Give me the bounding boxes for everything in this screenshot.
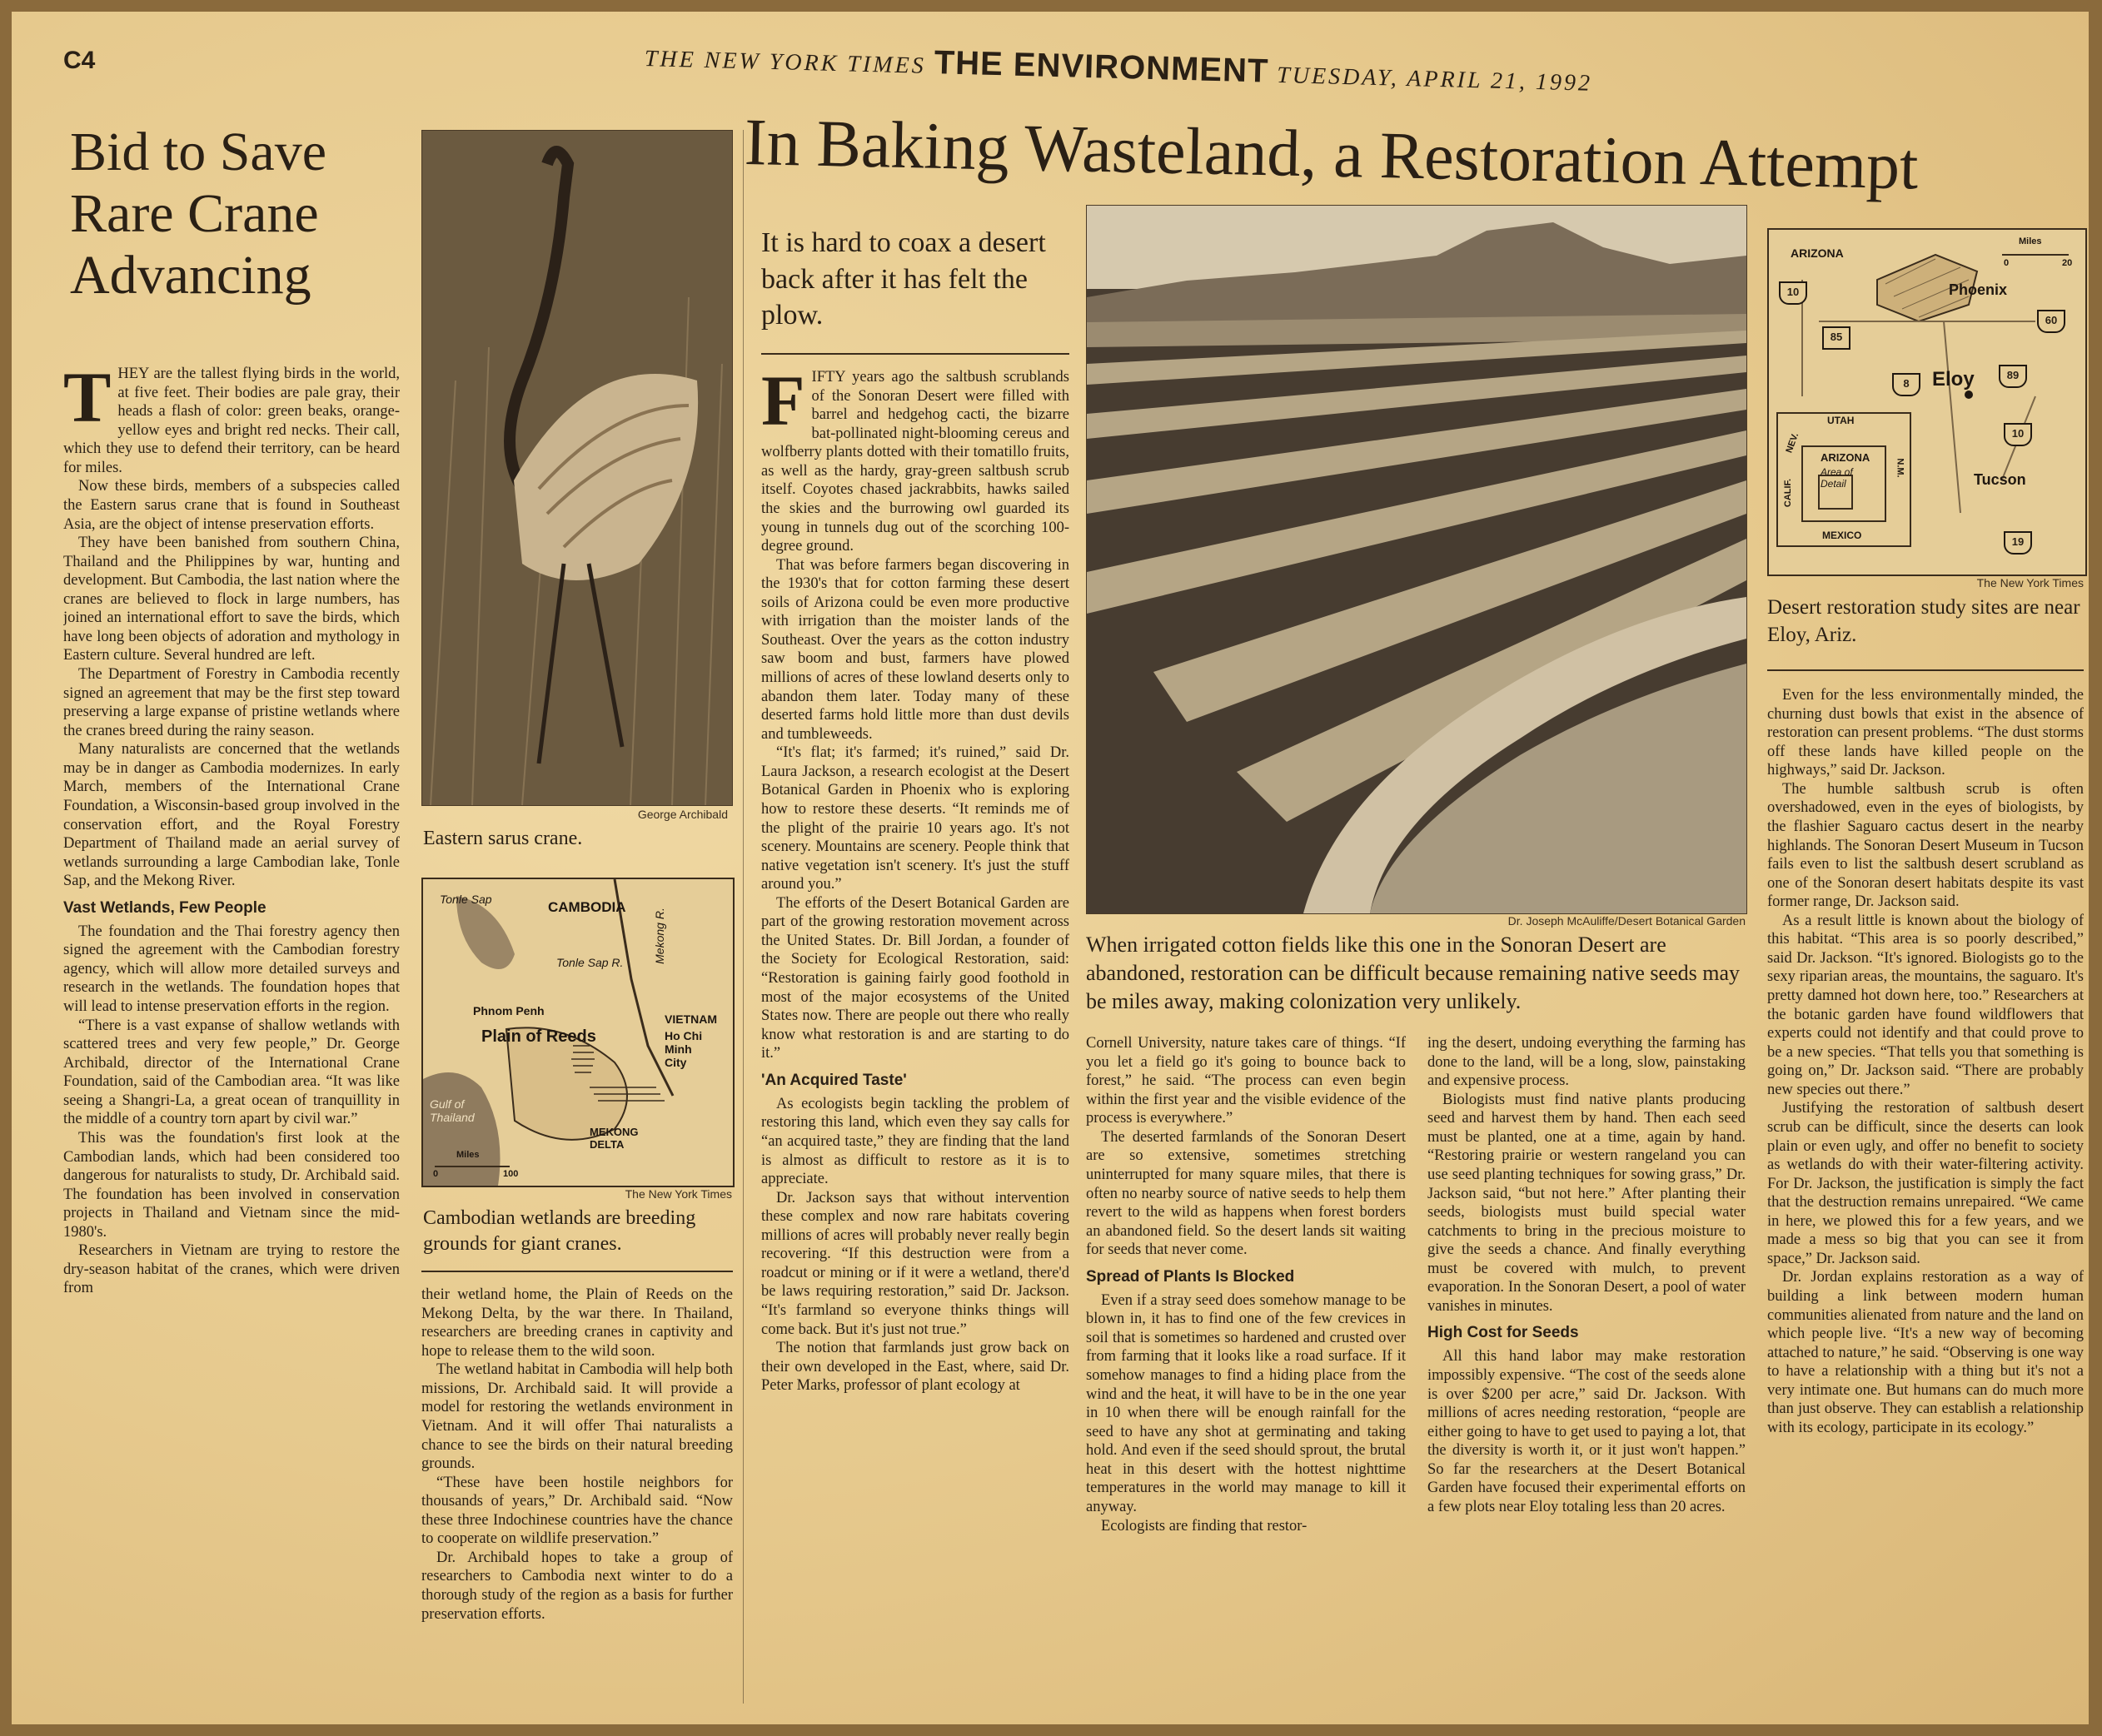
map-label: Tonle Sap [440,893,492,906]
crane-paragraph: The wetland habitat in Cambodia will help both missions, Dr. Archibald said. It will provide a model for restoring the wetlands environment in Vietnam. And it will offer Thai naturalists a chance to see the birds on their natural breeding grounds. [421,1361,733,1473]
field-illustration [1087,206,1746,913]
section-name: THE ENVIRONMENT [934,44,1269,90]
highway-shield: 89 [1999,365,2027,388]
arizona-map [1767,228,2087,576]
map-label: ARIZONA [1821,451,1870,464]
map-label: VIETNAM [665,1012,717,1026]
desert-column-4 [1767,686,2084,1706]
cambodia-map-credit: The New York Times [625,1187,732,1201]
crane-photo-caption: Eastern sarus crane. [423,828,583,849]
crane-subhead: Vast Wetlands, Few People [63,898,266,917]
column-divider [743,130,744,1704]
map-label: MEXICO [1822,530,1862,541]
desert-subhead: 'An Acquired Taste' [761,1071,907,1089]
arizona-map-shapes [1769,230,2085,575]
desert-paragraph: IFTY years ago the saltbush scrublands of the Sonoran Desert were filled with barrel and hedgehog cacti, the bizarre bat-pollinated night-blooming cereus and wolfberry plants dotted with their tomatillo fruits, as well as the hardy, gray-green saltbush scrub itself. Coyotes chased jackrabbits, hawks sailed the skies and the burrowing owl guarded its young in tunnels dug out of the scorching 100-degree ground. [761,369,1069,555]
map-label: N.M. [1895,458,1905,478]
desert-paragraph: Dr. Jordan explains restoration as a way of building a link between modern human communities alienated from nature and the land on which people live. “It's a new way of becoming attached to nature,” he said. “Observing is one way to have a relationship with a thing but it's not a very intimate one. But humans can do much more than just observe. They can establish a relationship with its ecology, participate in its ecology.” [1767,1269,2084,1436]
desert-headline: In Baking Wasteland, a Restoration Attempt [744,106,1920,204]
crane-paragraph: their wetland home, the Plain of Reeds on the Mekong Delta, by the war there. In Thailand, researchers are breeding cranes in captivity and hope to release them to the wild soon. [421,1286,733,1360]
crane-column-2 [421,1286,733,1702]
map-label: CALIF. [1783,478,1794,508]
map-label: 20 [2062,258,2073,268]
desert-paragraph: The humble saltbush scrub is often overshadowed, even in the eyes of biologists, by the flashier Saguaro cactus desert in the nearby highlands. The Sonoran Desert Museum in Tucson fails even to list the saltbush desert scrubland as one of the Sonoran desert habitats despite its vast former range, Dr. Jackson said. [1767,780,2084,911]
desert-paragraph: Dr. Jackson says that without intervention these complex and now rare habitats covering millions of acres will probably never really begin recovering. “If this destruction were from a roadcut or mining or if it were a wetland, there'd be laws requiring restoration,” said Dr. Jackson. “It's farmland so everyone thinks things will come back. But it's just not true.” [761,1189,1069,1338]
desert-subhead: High Cost for Seeds [1427,1324,1579,1342]
map-label: Ho Chi Minh City [665,1029,703,1069]
crane-paragraph: “These have been hostile neighbors for thousands of years,” Dr. Archibald said. “Now these three Indochinese countries have the chance to cooperate on wildlife preservation.” [421,1474,733,1548]
highway-shield: 10 [1779,281,1807,305]
desert-paragraph: The efforts of the Desert Botanical Garden are part of the growing restoration movement across the United States. Dr. Bill Jordan, a founder of the Society for Ecological Restoration, said: “Restoration is gaining fairly good foothold in most of the major ecosystems of the United States now. There are people out there who really know what restoration is and are starting to do it.” [761,894,1069,1062]
map-label: Miles [456,1150,480,1160]
divider [421,1271,733,1272]
map-label: Tucson [1974,471,2026,488]
map-label: Area of Detail [1821,466,1853,490]
crane-paragraph: “There is a vast expanse of shallow wetlands with scattered trees and very few people,” Dr. George Archibald, director of the International Crane Foundation, said of the Cambodian area. “It was like seeing a Shangri-La, a great ocean of tranquillity in the middle of a country torn apart by civil war.” [63,1017,400,1128]
desert-paragraph: Ecologists are finding that restor- [1101,1517,1308,1535]
crane-column-1 [63,365,400,1705]
desert-paragraph: All this hand labor may make restoration impossibly expensive. “The cost of the seeds alone is over $200 per acre,” said Dr. Jackson. With millions of acres needing restoration, “people are either going to have to get used to paying a lot, that the diversity is worth it, or it just won't happen.” So far the researchers at the Desert Botanical Garden have focused their experimental efforts on a few plots near Eloy totaling less than 20 acres. [1427,1348,1746,1515]
highway-shield: 10 [2004,423,2032,446]
map-label: Gulf of Thailand [430,1097,475,1124]
desert-deck: It is hard to coax a desert back after it has felt the plow. [761,227,1046,331]
map-label: UTAH [1827,415,1855,426]
desert-paragraph: Justifying the restoration of saltbush desert scrub can be difficult, since the deserts can look plain or even ugly, and offer no benefit to society as wetlands do with their water-filtering activity. For Dr. Jackson, the justification is simply the fact that the destruction remains unrepaired. “We came in here, we plowed this for a few years, and we made a mess so big that you can see it from space,” Dr. Jackson said. [1767,1100,2084,1267]
crane-illustration [422,131,732,805]
desert-paragraph: The notion that farmlands just grow back on their own developed in the East, where, said Dr. Peter Marks, professor of plant ecology at [761,1340,1069,1395]
crane-dropcap: T [63,365,112,437]
desert-subhead: Spread of Plants Is Blocked [1086,1267,1295,1286]
crane-paragraph: Dr. Archibald hopes to take a group of researchers to Cambodia next winter to do a thorough study of the region as a basis for further preservation efforts. [421,1549,733,1623]
desert-column-1 [761,368,1069,1704]
cotton-field-photo [1086,205,1747,914]
crane-paragraph: Researchers in Vietnam are trying to restore the dry-season habitat of the cranes, which were driven from [63,1242,400,1297]
field-photo-caption: When irrigated cotton fields like this one in the Sonoran Desert are abandoned, restoration can be difficult because remaining native seeds may be miles away, making colonization very unlikely. [1086,933,1741,1013]
crane-photo-credit: George Archibald [637,808,728,821]
desert-paragraph: “It's flat; it's farmed; it's ruined,” said Dr. Laura Jackson, a research ecologist at the Desert Botanical Garden in Phoenix who is exploring how to restore these deserts. “It reminds me of the plight of the prairie 10 years ago. It's not scenery. Mountains are scenery. People think that native vegetation isn't scenery. It's just the stuff around you.” [761,744,1069,893]
crane-paragraph: HEY are the tallest flying birds in the world, at five feet. Their bodies are pale gray, their heads a flash of color: green beaks, orange-yellow eyes and bright red necks. Their call, which they use to defend their territory, can be heard for miles. [63,366,400,476]
crane-paragraph: This was the foundation's first look at the Cambodian lands, which had been considered too dangerous for naturalists to study, Dr. Archibald said. The foundation has been involved in conservation projects in Thailand and Vietnam since the mid-1980's. [63,1129,400,1241]
map-label: 0 [2004,258,2010,268]
issue-date: TUESDAY, APRIL 21, 1992 [1276,62,1593,97]
arizona-map-caption: Desert restoration study sites are near Eloy, Ariz. [1767,596,2080,646]
map-label: NEV. [1784,431,1801,455]
map-label: Mekong R. [652,908,666,964]
map-label: CAMBODIA [548,899,626,915]
crane-paragraph: The foundation and the Thai forestry agency then signed the agreement with the Cambodian forestry agency, which will allow more detailed surveys and research in the wetlands. The foundation hopes that will lead to intense preservation efforts in the region. [63,923,400,1015]
map-label: ARIZONA [1791,246,1844,260]
crane-paragraph: Many naturalists are concerned that the wetlands may be in danger as Cambodia modernizes. In early March, members of the International Crane Foundation, a Wisconsin-based group involved in the conservation effort, and the Royal Forestry Department of Thailand made an aerial survey of wetlands surrounding a large Cambodian lake, Tonle Sap, and the Mekong River. [63,741,400,890]
desert-paragraph: As a result little is known about the biology of this habitat. “This area is so poorly described,” said Dr. Jackson. “It's ignored. Biologists go to the sexy riparian areas, the mountains, the saguaro. It's pretty damned hot down here, too.” Researchers at the botanic garden have found wildflowers that experts could not identify and that could prove to be a new species. “That tells you that something is going on,” Dr. Jackson said. “There are probably new species out there.” [1767,912,2084,1098]
crane-photo [421,130,733,806]
masthead [644,37,1593,98]
desert-paragraph: Even for the less environmentally minded, the churning dust bowls that exist in the absence of restoration can present problems. “The dust storms off these lands have killed people on the highways,” said Dr. Jackson. [1767,687,2084,779]
desert-column-2 [1086,1034,1406,1704]
publication-name: THE NEW YORK TIMES [644,46,927,79]
desert-paragraph: That was before farmers began discovering in the 1930's that for cotton farming these desert soils of Arizona could be even more productive with irrigation than the moister lands of the Southeast. Over the years as the cotton industry saw boom and bust, farmers have plowed millions of acres of these lowland deserts only to abandon them later. Today many of these deserted farms hold little more than dust devils and tumbleweeds. [761,556,1069,743]
cambodia-map-caption: Cambodian wetlands are breeding grounds for giant cranes. [423,1207,696,1256]
desert-paragraph: Even if a stray seed does somehow manage to be blown in, it has to find one of the few crevices in soil that is sometimes so hardened and crusted over from farming that it looks like a road surface. If it somehow manages to find a hiding place from the wind and the heat, it will have to be in the one year in 10 when there will be enough rainfall for the seed to have any shot at germinating and taking hold. And even if the seed should sprout, the brutal heat in this desert with the hottest nighttime temperatures in the world may manage to kill it anyway. [1086,1291,1406,1515]
desert-paragraph: Cornell University, nature takes care of things. “If you let a field go it's going to bounce back to forest,” he said. “The process can even begin within the first year and the visible evidence of the process is everywhere.” [1086,1035,1406,1127]
crane-paragraph: Now these birds, members of a subspecies called the Eastern sarus crane that is found in Southeast Asia, are the object of intense preservation efforts. [63,478,400,533]
map-label: Eloy [1932,368,1975,390]
desert-dropcap: F [761,368,805,440]
desert-paragraph: The deserted farmlands of the Sonoran Desert are so extensive, sometimes stretching uninterrupted for many square miles, that there is often no nearby source of native seeds to help them revert to the wild as happens when forest borders an abandoned field. So the desert lands sit waiting for seeds that never come. [1086,1128,1406,1259]
cambodia-map [421,878,735,1187]
highway-shield: 85 [1822,326,1850,350]
highway-shield: 8 [1892,373,1920,396]
desert-column-3 [1427,1034,1746,1704]
divider [761,353,1069,355]
crane-paragraph: The Department of Forestry in Cambodia recently signed an agreement that may be the first step toward preserving a large expanse of pristine wetlands where the cranes breed during the rainy season. [63,666,400,739]
arizona-map-credit: The New York Times [1976,576,2084,589]
desert-paragraph: Biologists must find native plants producing seed and harvest them by hand. Then each seed must be planted, one at a time, again by hand. “Restoring prairie or western rangeland you can use seed planting techniques for sowing grass,” Dr. Jackson said, “but not here.” After planting their seeds, biologists must build special water catchments to bring in the precious moisture to give the seeds a chance. And finally everything must be covered with mulch, to prevent evaporation. In the Sonoran Desert, a pool of water vanishes in minutes. [1427,1091,1746,1315]
map-label: Plain of Reeds [481,1027,596,1046]
desert-paragraph: As ecologists begin tackling the problem of restoring this land, which even they say calls for “an acquired taste,” they are finding that the land is almost as difficult to restore as it is to appreciate. [761,1095,1069,1188]
map-label: 0 [433,1169,439,1179]
map-label: Phnom Penh [473,1004,545,1017]
crane-headline: Bid to Save Rare Crane Advancing [70,122,326,306]
desert-paragraph: ing the desert, undoing everything the farming has done to the land, will be a long, slow, painstaking and expensive process. [1427,1035,1746,1090]
map-label: Tonle Sap R. [556,956,624,969]
divider [1767,669,2084,671]
map-label: Phoenix [1949,281,2008,298]
field-photo-credit: Dr. Joseph McAuliffe/Desert Botanical Garden [1507,914,1746,928]
newspaper-page [12,12,2089,1724]
map-label: 100 [503,1169,519,1179]
map-label: Miles [2019,236,2042,246]
crane-paragraph: They have been banished from southern China, Thailand and the Philippines by war, hunting and development. But Cambodia, the last nation where the cranes are believed to flock in large numbers, has joined an international effort to save the birds, which have long been objects of adoration and mythology in Eastern culture. Several hundred are left. [63,535,400,664]
highway-shield: 19 [2004,531,2032,555]
highway-shield: 60 [2037,310,2065,333]
map-label: MEKONG DELTA [590,1126,639,1151]
page-number: C4 [63,47,96,74]
